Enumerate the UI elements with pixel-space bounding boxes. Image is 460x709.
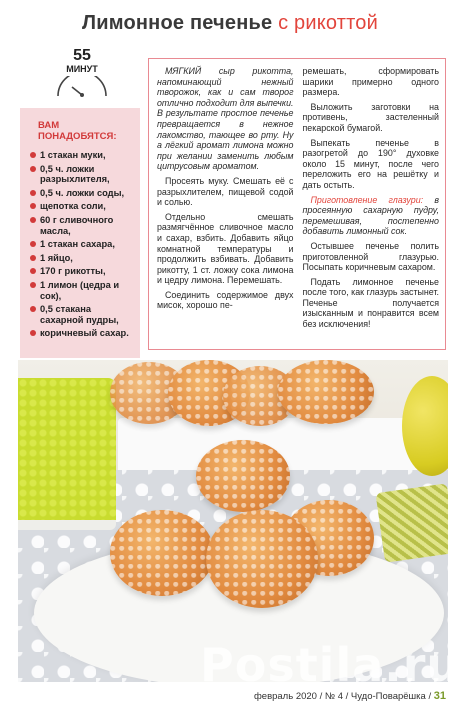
glaze-text: в просеянную сахарную пудру, перемешивая, постепенно добавить лимонный сок.	[302, 194, 440, 237]
cooking-time-unit: МИНУТ	[66, 64, 98, 74]
recipe-step: Подать лимонное печенье после того, как глазурь застынет. Печенье получается изысканным и понравится всем без исключения!	[302, 276, 439, 330]
recipe-step: Просеять муку. Смешать её с разрыхлителем, пищевой содой и солью.	[157, 175, 294, 208]
cookie-photo	[18, 360, 448, 682]
photo-cookie	[110, 510, 214, 596]
photo-napkin	[375, 483, 448, 562]
title-accent: с рикоттой	[278, 12, 378, 34]
page-footer	[254, 690, 446, 702]
ingredient-item: 60 г сливочного масла,	[28, 215, 134, 236]
footer-issue: февраль 2020 / № 4 / Чудо-Поварёшка /	[253, 691, 432, 702]
recipe-step: Отдельно смешать размягчённое сливочное масло и сахар, взбить. Добавить яйцо комнатной температуры и продолжить взбивать. Добавить рикотту, 1 ст. ложку сока лимона и цедру лимона. Перемешать.	[157, 211, 294, 286]
recipe-step: Соединить содержимое двух мисок, хорошо пе-	[157, 289, 294, 311]
recipe-intro: МЯГКИЙ сыр рикотта, напоминающий нежный творожок, как и сам творог отлично подходит для выпечки. В результате простое печенье превращается в нежное лакомство, тающее во рту. Ну а лёгкий аромат лимона можно при желании заменить любым цитрусовым ароматом.	[157, 66, 294, 172]
recipe-step: Выпекать печенье в разогретой до 190° духовке около 15 минут, после чего переложить его на решётку и дать остыть.	[302, 137, 439, 190]
title-main: Лимонное печенье	[82, 12, 273, 34]
watermark: Postila.ru	[200, 638, 460, 692]
ingredient-item: 1 стакан муки,	[28, 150, 134, 161]
ingredient-item: 1 стакан сахара,	[28, 239, 134, 250]
ingredient-item: щепотка соли,	[28, 201, 134, 212]
ingredients-panel	[20, 108, 140, 358]
ingredients-list	[28, 150, 134, 339]
page-number: 31	[433, 690, 446, 702]
photo-mug	[18, 378, 116, 528]
ingredient-item: 1 яйцо,	[28, 253, 134, 264]
ingredient-item: 0,5 ч. ложки разрыхлителя,	[28, 164, 134, 185]
photo-cookie	[206, 510, 318, 608]
ingredient-item: 1 лимон (цедра и сок),	[28, 280, 134, 301]
ingredient-item: коричневый сахар.	[28, 328, 134, 339]
page-title	[0, 12, 460, 35]
glaze-label: Приготовление глазури:	[310, 194, 424, 205]
clock-icon	[54, 76, 110, 98]
photo-cookie	[196, 440, 290, 512]
ingredient-item: 0,5 ч. ложки соды,	[28, 188, 134, 199]
recipe-step: Остывшее печенье полить приготовленной глазурью. Посыпать коричневым сахаром.	[302, 240, 439, 273]
recipe-step: ремешать, сформировать шарики примерно одного размера.	[302, 66, 439, 98]
recipe-column-left	[157, 66, 294, 343]
photo-cookie	[278, 360, 374, 424]
recipe-step: Выложить заготовки на противень, застеленный пекарской бумагой.	[302, 101, 439, 133]
glaze-paragraph	[303, 195, 440, 237]
recipe-column-right	[303, 66, 440, 343]
ingredients-heading: ВАМ ПОНАДОБЯТСЯ:	[38, 120, 117, 142]
cooking-time-value: 55	[73, 47, 91, 64]
ingredient-item: 0,5 стакана сахарной пудры,	[28, 304, 134, 325]
photo-mug-base	[18, 520, 116, 530]
recipe-text-panel	[148, 58, 446, 350]
ingredient-item: 170 г рикотты,	[28, 266, 134, 277]
cooking-time-badge	[44, 48, 120, 106]
